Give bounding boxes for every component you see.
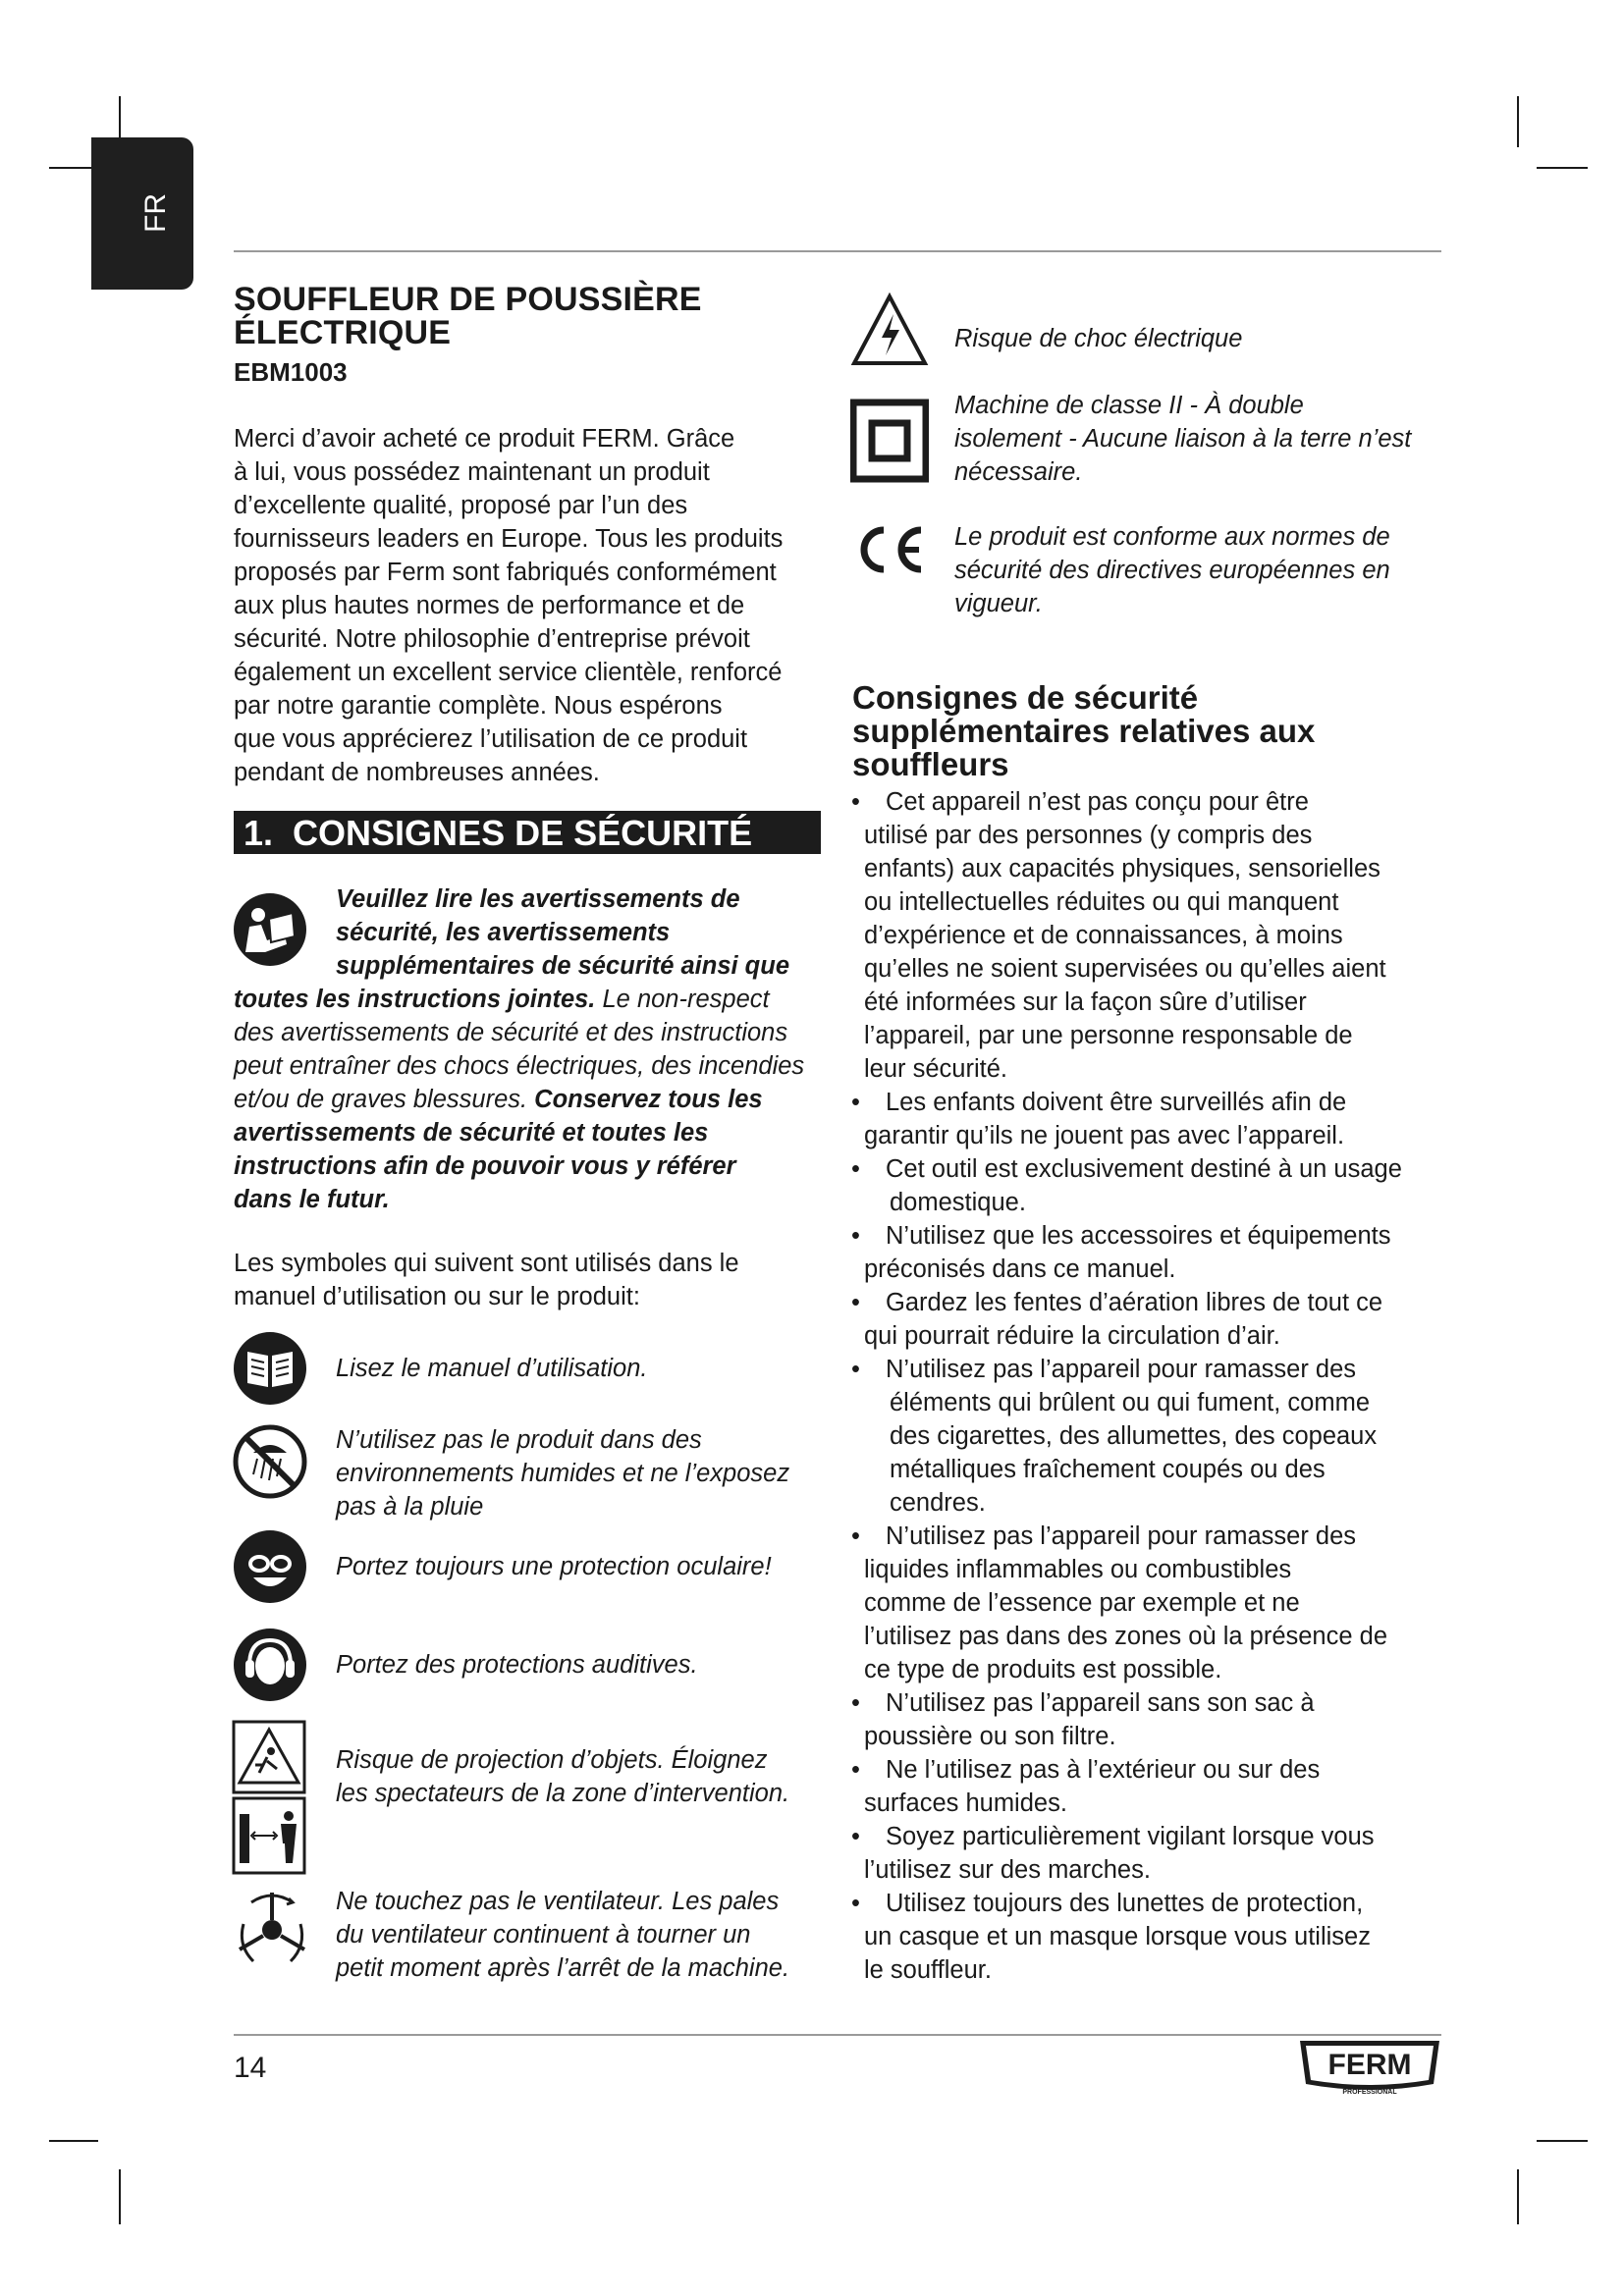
- warning-line: sécurité, les avertissements: [336, 919, 671, 946]
- symbols-intro-line: Les symboles qui suivent sont utilisés dans le: [234, 1250, 739, 1277]
- symbol-text: Le produit est conforme aux normes de: [954, 523, 1390, 551]
- electric-shock-icon: [850, 293, 929, 367]
- ferm-logo: [1296, 2037, 1443, 2098]
- intro-line: à lui, vous possédez maintenant un produit: [234, 458, 710, 486]
- read-manual-icon: [232, 1330, 308, 1407]
- double-insulation-icon: [850, 389, 929, 487]
- bullet-line: enfants) aux capacités physiques, sensorielles: [864, 855, 1380, 882]
- product-title-line2: ÉLECTRIQUE: [234, 314, 452, 351]
- crop-mark: [1537, 2140, 1588, 2142]
- bullet-item: [852, 1686, 1441, 1753]
- symbol-text: isolement - Aucune liaison à la terre n’est: [954, 425, 1412, 453]
- bullet-line: été informées sur la façon sûre d’utiliser: [864, 988, 1307, 1016]
- product-title-line1: SOUFFLEUR DE POUSSIÈRE: [234, 281, 702, 318]
- bullet-line: • Soyez particulièrement vigilant lorsque vous: [886, 1823, 1375, 1850]
- symbol-text: N’utilisez pas le produit dans des: [336, 1426, 702, 1454]
- warning-line: peut entraîner des chocs électriques, des incendies: [234, 1052, 805, 1080]
- intro-line: fournisseurs leaders en Europe. Tous les produits: [234, 525, 784, 553]
- bullet-line: qui pourrait réduire la circulation d’air.: [864, 1322, 1280, 1350]
- symbol-text: du ventilateur continuent à tourner un: [336, 1921, 751, 1949]
- symbol-text: Risque de projection d’objets. Éloignez: [336, 1746, 768, 1774]
- symbols-intro-line: manuel d’utilisation ou sur le produit:: [234, 1283, 640, 1310]
- bullet-item: [852, 1753, 1441, 1820]
- bullet-line: • N’utilisez pas l’appareil pour ramasser des: [886, 1356, 1357, 1383]
- bullet-line: l’appareil, par une personne responsable de: [864, 1022, 1353, 1049]
- bullet-line: • N’utilisez pas l’appareil pour ramasser des: [886, 1522, 1357, 1550]
- bullet-line: • Utilisez toujours des lunettes de protection,: [886, 1890, 1364, 1917]
- bullet-item: [852, 1520, 1441, 1686]
- symbol-text: les spectateurs de la zone d’intervention.: [336, 1780, 790, 1807]
- warning-line: Conservez tous les: [527, 1086, 763, 1113]
- safety-warning: [234, 882, 823, 1216]
- bottom-rule: [234, 2034, 1441, 2036]
- symbol-text: vigueur.: [954, 590, 1043, 617]
- bullet-line: qu’elles ne soient supervisées ou qu’elles aient: [864, 955, 1386, 983]
- bullet-line: leur sécurité.: [864, 1055, 1007, 1083]
- bullet-item: [852, 1286, 1441, 1353]
- bullet-item: [852, 1887, 1441, 1987]
- warning-line: Veuillez lire les avertissements de: [336, 885, 740, 913]
- bullet-item: [852, 785, 1441, 1086]
- logo-text: FERM: [1327, 2049, 1412, 2081]
- no-rain-icon: [232, 1423, 308, 1500]
- warning-line: Le non-respect: [595, 986, 770, 1013]
- bullet-line: • Ne l’utilisez pas à l’extérieur ou sur des: [886, 1756, 1321, 1784]
- symbol-text: Portez des protections auditives.: [336, 1651, 698, 1679]
- section-number: 1.: [244, 813, 274, 853]
- bullet-item: [852, 1152, 1441, 1219]
- bullet-line: le souffleur.: [864, 1956, 992, 1984]
- bullet-line: garantir qu’ils ne jouent pas avec l’appareil.: [864, 1122, 1345, 1149]
- crop-mark: [1517, 2169, 1519, 2224]
- intro-paragraph: [234, 422, 823, 789]
- symbol-text: Portez toujours une protection oculaire!: [336, 1553, 772, 1580]
- intro-line: aux plus hautes normes de performance et de: [234, 592, 745, 619]
- bullet-line: poussière ou son filtre.: [864, 1723, 1116, 1750]
- section-title: CONSIGNES DE SÉCURITÉ: [293, 813, 753, 853]
- symbol-text: Risque de choc électrique: [954, 325, 1243, 352]
- bullet-line: • Cet appareil n’est pas conçu pour être: [886, 788, 1309, 816]
- crop-mark: [1537, 167, 1588, 169]
- symbol-text: sécurité des directives européennes en: [954, 557, 1390, 584]
- ce-mark-icon: [850, 520, 929, 579]
- bullet-item: [852, 1820, 1441, 1887]
- symbol-text: petit moment après l’arrêt de la machine.: [336, 1954, 790, 1982]
- language-tab: [91, 137, 193, 290]
- bullet-line: métalliques fraîchement coupés ou des: [890, 1456, 1326, 1483]
- bullet-line: ce type de produits est possible.: [864, 1656, 1222, 1683]
- symbol-text: Lisez le manuel d’utilisation.: [336, 1355, 648, 1382]
- logo-subtext: PROFESSIONAL: [1342, 2089, 1397, 2096]
- symbol-text: Machine de classe II - À double: [954, 392, 1304, 419]
- bullet-item: [852, 1086, 1441, 1152]
- warning-line: avertissements de sécurité et toutes les: [234, 1119, 709, 1147]
- subsection-title-line: Consignes de sécurité: [852, 679, 1199, 716]
- subsection-title-line: souffleurs: [852, 746, 1009, 782]
- bullet-line: domestique.: [890, 1189, 1026, 1216]
- bullet-line: • N’utilisez pas l’appareil sans son sac à: [886, 1689, 1315, 1717]
- intro-line: également un excellent service clientèle, renforcé: [234, 659, 783, 686]
- bullet-line: préconisés dans ce manuel.: [864, 1255, 1176, 1283]
- projection-risk-icon: [232, 1720, 306, 1875]
- bullet-line: ou intellectuelles réduites ou qui manquent: [864, 888, 1339, 916]
- warning-line: des avertissements de sécurité et des instructions: [234, 1019, 788, 1046]
- bullet-item: [852, 1353, 1441, 1520]
- language-tab-label: FR: [139, 193, 172, 233]
- bullet-line: utilisé par des personnes (y compris des: [864, 822, 1313, 849]
- intro-line: proposés par Ferm sont fabriqués conformément: [234, 559, 777, 586]
- intro-line: que vous apprécierez l’utilisation de ce produit: [234, 725, 748, 753]
- warning-line: instructions afin de pouvoir vous y référer: [234, 1152, 736, 1180]
- bullet-line: • Cet outil est exclusivement destiné à un usage: [886, 1155, 1402, 1183]
- ear-protection-icon: [232, 1627, 308, 1703]
- intro-line: Merci d’avoir acheté ce produit FERM. Grâce: [234, 425, 735, 453]
- bullet-line: • Gardez les fentes d’aération libres de tout ce: [886, 1289, 1383, 1316]
- symbol-text: Ne touchez pas le ventilateur. Les pales: [336, 1888, 780, 1915]
- bullet-line: un casque et un masque lorsque vous utilisez: [864, 1923, 1371, 1950]
- warning-line: supplémentaires de sécurité ainsi que: [336, 952, 790, 980]
- bullet-line: surfaces humides.: [864, 1789, 1067, 1817]
- symbols-intro: [234, 1247, 823, 1313]
- warning-line: dans le futur.: [234, 1186, 390, 1213]
- crop-mark: [1517, 96, 1519, 147]
- bullet-item: [852, 1219, 1441, 1286]
- bullet-line: comme de l’essence par exemple et ne: [864, 1589, 1300, 1617]
- symbol-text: environnements humides et ne l’exposez: [336, 1460, 790, 1487]
- symbol-text: nécessaire.: [954, 458, 1083, 486]
- bullet-line: éléments qui brûlent ou qui fument, comme: [890, 1389, 1371, 1416]
- intro-line: par notre garantie complète. Nous espérons: [234, 692, 723, 720]
- bullet-line: cendres.: [890, 1489, 986, 1517]
- bullet-line: l’utilisez pas dans des zones où la présence de: [864, 1623, 1387, 1650]
- top-rule: [234, 250, 1441, 252]
- eye-protection-icon: [232, 1528, 308, 1605]
- bullet-line: d’expérience et de connaissances, à moins: [864, 922, 1343, 949]
- document-header: [234, 283, 823, 388]
- crop-mark: [49, 2140, 98, 2142]
- bullet-line: des cigarettes, des allumettes, des copeaux: [890, 1422, 1378, 1450]
- bullet-line: l’utilisez sur des marches.: [864, 1856, 1151, 1884]
- warning-line: et/ou de graves blessures.: [234, 1086, 528, 1113]
- page-number: 14: [234, 2052, 267, 2084]
- section-heading: [234, 811, 821, 854]
- warning-line: toutes les instructions jointes.: [234, 986, 596, 1013]
- intro-line: pendant de nombreuses années.: [234, 759, 600, 786]
- bullet-line: liquides inflammables ou combustibles: [864, 1556, 1292, 1583]
- safety-bullet-list: [852, 785, 1441, 1987]
- bullet-line: • N’utilisez que les accessoires et équipements: [886, 1222, 1391, 1250]
- model-number: EBM1003: [234, 357, 348, 387]
- intro-line: d’excellente qualité, proposé par l’un des: [234, 492, 688, 519]
- symbol-text: pas à la pluie: [336, 1493, 484, 1521]
- bullet-line: • Les enfants doivent être surveillés afin de: [886, 1089, 1347, 1116]
- crop-mark: [119, 2169, 121, 2224]
- subsection-title-line: supplémentaires relatives aux: [852, 713, 1316, 749]
- subsection-title: [852, 681, 1402, 781]
- fan-icon: [232, 1885, 312, 1973]
- intro-line: sécurité. Notre philosophie d’entreprise prévoit: [234, 625, 750, 653]
